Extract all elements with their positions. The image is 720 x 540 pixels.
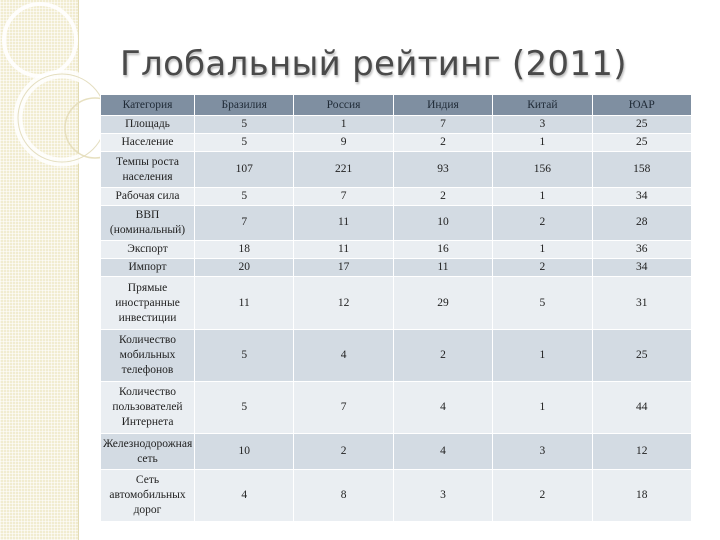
table-cell: 5: [195, 116, 294, 134]
row-category: Площадь: [101, 116, 195, 134]
table-cell: 17: [294, 259, 393, 277]
table-cell: 4: [393, 434, 492, 469]
row-category: Население: [101, 134, 195, 152]
table-cell: 11: [294, 241, 393, 259]
table-cell: 18: [195, 241, 294, 259]
rating-table: [100, 94, 692, 522]
table-cell: 4: [195, 469, 294, 521]
table-cell: 5: [195, 329, 294, 381]
row-category: Количество пользователей Интернета: [101, 382, 195, 434]
table-cell: 7: [195, 205, 294, 240]
table-cell: 4: [393, 382, 492, 434]
table-row: [101, 116, 692, 134]
table-cell: 5: [195, 187, 294, 205]
row-category: Железнодорожная сеть: [101, 434, 195, 469]
table-cell: 2: [493, 205, 592, 240]
row-category: Экспорт: [101, 241, 195, 259]
table-cell: 25: [592, 329, 691, 381]
table-cell: 93: [393, 152, 492, 187]
table-cell: 158: [592, 152, 691, 187]
table-cell: 25: [592, 116, 691, 134]
table-cell: 2: [493, 469, 592, 521]
table-row: [101, 382, 692, 434]
page-title: Глобальный рейтинг (2011): [120, 44, 627, 84]
table-cell: 2: [393, 134, 492, 152]
column-header: ЮАР: [592, 95, 691, 116]
column-header: Бразилия: [195, 95, 294, 116]
table-cell: 2: [294, 434, 393, 469]
table-cell: 16: [393, 241, 492, 259]
table-cell: 31: [592, 277, 691, 329]
table-cell: 7: [294, 382, 393, 434]
table-cell: 44: [592, 382, 691, 434]
table-row: [101, 277, 692, 329]
table-cell: 9: [294, 134, 393, 152]
column-header: Китай: [493, 95, 592, 116]
table-cell: 1: [493, 187, 592, 205]
table-row: [101, 187, 692, 205]
table-cell: 11: [195, 277, 294, 329]
table-cell: 1: [493, 134, 592, 152]
table-cell: 5: [195, 382, 294, 434]
column-header: Россия: [294, 95, 393, 116]
table-cell: 34: [592, 187, 691, 205]
row-category: Количество мобильных телефонов: [101, 329, 195, 381]
table-body: [101, 116, 692, 522]
row-category: Рабочая сила: [101, 187, 195, 205]
table-cell: 18: [592, 469, 691, 521]
table-cell: 221: [294, 152, 393, 187]
table-cell: 2: [493, 259, 592, 277]
table-cell: 156: [493, 152, 592, 187]
table-cell: 5: [195, 134, 294, 152]
table-cell: 36: [592, 241, 691, 259]
table-cell: 3: [393, 469, 492, 521]
table-cell: 1: [493, 329, 592, 381]
row-category: Прямые иностранные инвестиции: [101, 277, 195, 329]
table-row: [101, 434, 692, 469]
table-cell: 7: [294, 187, 393, 205]
table-cell: 7: [393, 116, 492, 134]
table-cell: 2: [393, 329, 492, 381]
table-cell: 34: [592, 259, 691, 277]
table-row: [101, 241, 692, 259]
table-cell: 11: [294, 205, 393, 240]
table-cell: 25: [592, 134, 691, 152]
table-cell: 4: [294, 329, 393, 381]
table-row: [101, 205, 692, 240]
table-cell: 20: [195, 259, 294, 277]
table-cell: 107: [195, 152, 294, 187]
table-row: [101, 259, 692, 277]
table-cell: 12: [592, 434, 691, 469]
table-cell: 12: [294, 277, 393, 329]
table-header-row: [101, 95, 692, 116]
table-cell: 28: [592, 205, 691, 240]
table-cell: 10: [195, 434, 294, 469]
table-cell: 1: [294, 116, 393, 134]
row-category: Темпы роста населения: [101, 152, 195, 187]
column-header: Категория: [101, 95, 195, 116]
table-cell: 3: [493, 434, 592, 469]
table-cell: 11: [393, 259, 492, 277]
column-header: Индия: [393, 95, 492, 116]
table-cell: 10: [393, 205, 492, 240]
row-category: Импорт: [101, 259, 195, 277]
table-cell: 8: [294, 469, 393, 521]
table-row: [101, 152, 692, 187]
row-category: ВВП (номинальный): [101, 205, 195, 240]
table-cell: 1: [493, 382, 592, 434]
table-cell: 29: [393, 277, 492, 329]
table-row: [101, 134, 692, 152]
table-cell: 1: [493, 241, 592, 259]
table-row: [101, 469, 692, 521]
table-cell: 5: [493, 277, 592, 329]
table-cell: 2: [393, 187, 492, 205]
table-row: [101, 329, 692, 381]
row-category: Сеть автомобильных дорог: [101, 469, 195, 521]
table-cell: 3: [493, 116, 592, 134]
